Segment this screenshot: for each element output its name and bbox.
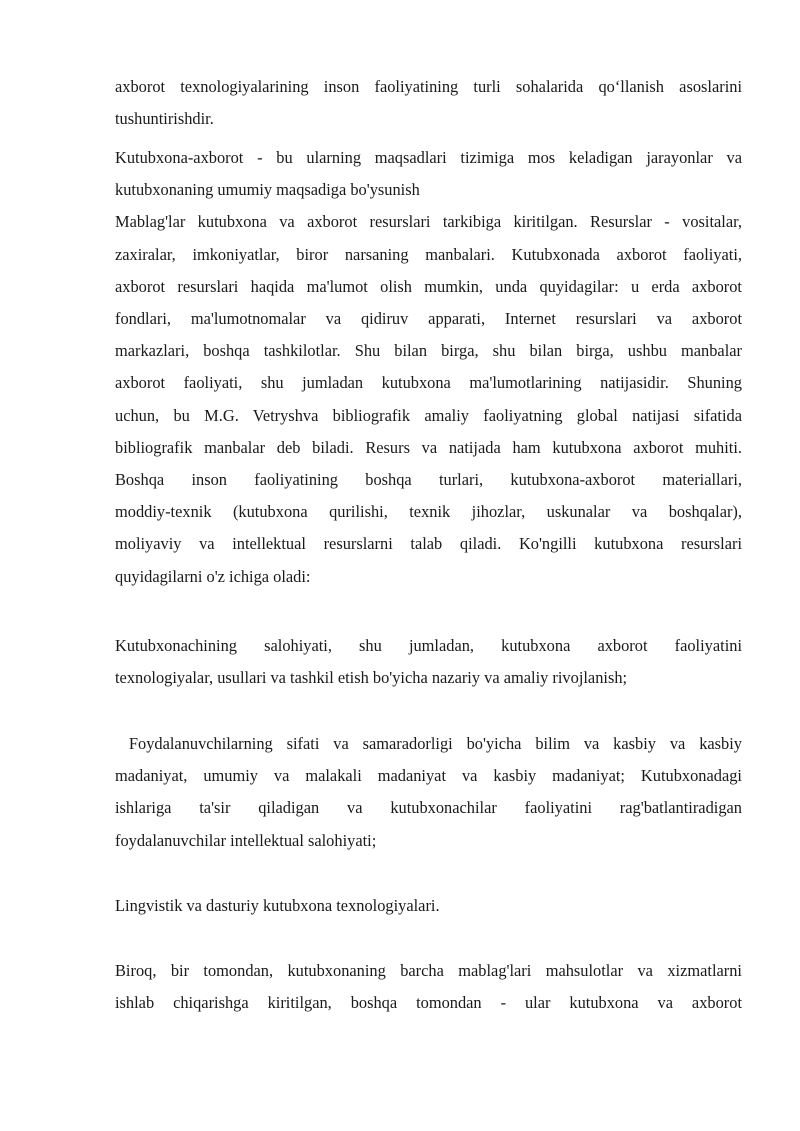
paragraph-intro <box>115 71 742 135</box>
text-line: Foydalanuvchilarning sifati va samaradorligi bo'yicha bilim va kasbiy va kasbiy <box>115 734 742 753</box>
text-line: ishlab chiqarishga kiritilgan, boshqa tomondan - ular kutubxona va axborot <box>115 993 742 1013</box>
text-line: axborot faoliyati, shu jumladan kutubxona ma'lumotlarining natijasidir. Shuning <box>115 373 742 393</box>
text-line: moliyaviy va intellektual resurslarni talab qiladi. Ko'ngilli kutubxona resurslari <box>115 534 742 554</box>
text-line: Kutubxonachining salohiyati, shu jumladan, kutubxona axborot faoliyatini <box>115 636 742 655</box>
text-line: kutubxonaning umumiy maqsadiga bo'ysunish <box>115 180 420 200</box>
text-line: Kutubxona-axborot - bu ularning maqsadlari tizimiga mos keladigan jarayonlar va <box>115 148 742 167</box>
text-line: texnologiyalar, usullari va tashkil etish bo'yicha nazariy va amaliy rivojlanish; <box>115 668 628 688</box>
paragraph-linguistic <box>115 890 742 922</box>
text-line: tushuntirishdir. <box>115 109 214 129</box>
text-line: Biroq, bir tomondan, kutubxonaning barcha mablag'lari mahsulotlar va xizmatlarni <box>115 961 742 980</box>
text-line: Mablag'lar kutubxona va axborot resurslari tarkibiga kiritilgan. Resurslar - vositalar, <box>115 212 742 232</box>
text-line: markazlari, boshqa tashkilotlar. Shu bilan birga, shu bilan birga, ushbu manbalar <box>115 341 742 361</box>
paragraph-user-knowledge <box>115 728 742 857</box>
paragraph-resources <box>115 142 742 593</box>
text-line: ishlariga ta'sir qiladigan va kutubxonachilar faoliyatini rag'batlantiradigan <box>115 798 742 818</box>
text-line: moddiy-texnik (kutubxona qurilishi, texnik jihozlar, uskunalar va boshqalar), <box>115 502 742 522</box>
text-line: axborot resurslari haqida ma'lumot olish mumkin, unda quyidagilar: u erda axborot <box>115 276 742 296</box>
text-line: uchun, bu M.G. Vetryshva bibliografik amaliy faoliyatning global natijasi sifatida <box>115 405 742 425</box>
text-line: fondlari, ma'lumotnomalar va qidiruv apparati, Internet resurslari va axborot <box>115 309 742 329</box>
paragraph-however <box>115 955 742 1019</box>
text-line: Lingvistik va dasturiy kutubxona texnologiyalari. <box>115 896 440 915</box>
text-line: zaxiralar, imkoniyatlar, biror narsaning manbalari. Kutubxonada axborot faoliyati, <box>115 244 742 264</box>
text-line: quyidagilarni o'z ichiga oladi: <box>115 566 311 586</box>
text-line: foydalanuvchilar intellektual salohiyati; <box>115 830 377 850</box>
paragraph-librarian-potential <box>115 630 742 694</box>
text-line: madaniyat, umumiy va malakali madaniyat va kasbiy madaniyat; Kutubxonadagi <box>115 766 742 786</box>
text-line: Boshqa inson faoliyatining boshqa turlari, kutubxona-axborot materiallari, <box>115 470 742 490</box>
text-line: axborot texnologiyalarining inson faoliyatining turli sohalarida qo‘llanish asoslarini <box>115 77 742 96</box>
text-line: bibliografik manbalar deb biladi. Resurs va natijada ham kutubxona axborot muhiti. <box>115 437 742 457</box>
